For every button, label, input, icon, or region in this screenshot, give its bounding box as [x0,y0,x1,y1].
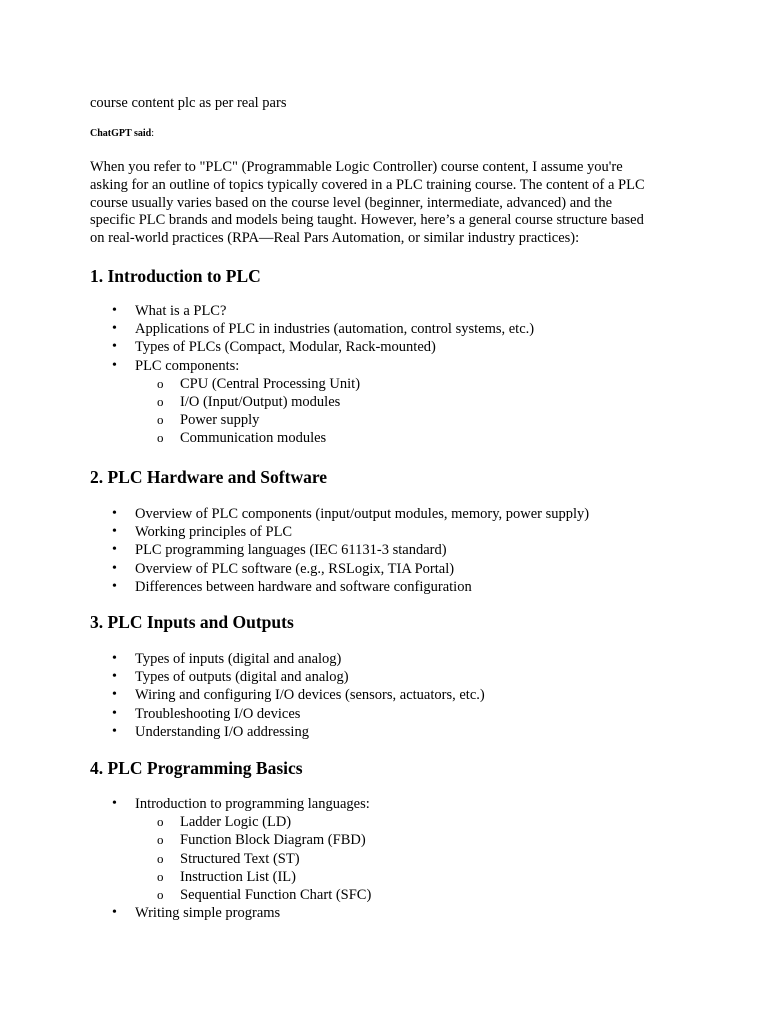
list-item-text: Troubleshooting I/O devices [135,705,301,722]
sub-bullet-marker: o [157,814,164,830]
user-prompt: course content plc as per real pars [90,95,287,111]
intro-line: asking for an outline of topics typically covered in a PLC training course. The content of a PLC [90,176,645,193]
list-item-text: Understanding I/O addressing [135,723,309,740]
intro-paragraph [90,159,680,248]
bullet-marker: • [112,578,117,594]
list-item-text: Communication modules [180,430,327,447]
intro-line: When you refer to "PLC" (Programmable Logic Controller) course content, I assume you're [90,159,623,175]
bullet-marker: • [112,705,117,721]
bullet-marker: • [112,339,117,355]
list-item-text: What is a PLC? [135,303,227,319]
sub-bullet-marker: o [157,375,164,391]
bullet-marker: • [112,669,117,685]
list-item-text: Applications of PLC in industries (automation, control systems, etc.) [135,321,535,338]
list-item-text: Writing simple programs [135,905,281,922]
sub-bullet-marker: o [157,850,164,866]
sub-bullet-marker: o [157,393,164,409]
list-item-text: Overview of PLC components (input/output modules, memory, power supply) [135,506,590,522]
list-item-text: Introduction to programming languages: [135,796,370,812]
section-heading-3: 3. PLC Inputs and Outputs [90,612,294,632]
intro-line: course usually varies based on the course level (beginner, intermediate, advanced) and the [90,194,613,211]
intro-line: specific PLC brands and models being taught. However, here’s a general course structure based [90,212,644,229]
list-item-text: Working principles of PLC [135,524,293,541]
bullet-marker: • [112,524,117,540]
assistant-label [90,127,154,140]
bullet-marker: • [112,796,117,811]
list-item-text: Instruction List (IL) [180,868,296,885]
list-item-text: Sequential Function Chart (SFC) [180,886,372,903]
assistant-label-colon: : [151,128,155,139]
list-item-text: CPU (Central Processing Unit) [180,375,361,392]
bullet-marker: • [112,905,117,921]
list-item-text: PLC programming languages (IEC 61131-3 standard) [135,542,447,559]
bullet-marker: • [112,357,117,373]
bullet-marker: • [112,560,117,576]
list-item-text: Differences between hardware and software configuration [135,578,472,595]
sub-bullet-marker: o [157,412,164,428]
bullet-marker: • [112,303,117,318]
sub-bullet-marker: o [157,430,164,446]
list-item-text: I/O (Input/Output) modules [180,393,341,410]
intro-line: on real-world practices (RPA—Real Pars Automation, or similar industry practices): [90,230,580,247]
bullet-marker: • [112,651,117,666]
section-heading-1: 1. Introduction to PLC [90,266,261,286]
bullet-marker: • [112,723,117,739]
list-item-text: Types of outputs (digital and analog) [135,669,349,686]
list-item-text: Overview of PLC software (e.g., RSLogix, TIA Portal) [135,560,455,577]
bullet-marker: • [112,321,117,337]
list-item-text: Types of inputs (digital and analog) [135,651,342,667]
bullet-marker: • [112,506,117,521]
list-item-text: Wiring and configuring I/O devices (sensors, actuators, etc.) [135,687,485,704]
sub-bullet-marker: o [157,832,164,848]
list-item-text: Power supply [180,412,260,429]
bullet-marker: • [112,687,117,703]
sub-bullet-marker: o [157,868,164,884]
list-item-text: PLC components: [135,357,240,374]
bullet-marker: • [112,542,117,558]
list-item-text: Ladder Logic (LD) [180,814,292,831]
list-item-text: Structured Text (ST) [180,850,300,867]
list-item-text: Function Block Diagram (FBD) [180,832,366,849]
sub-bullet-marker: o [157,886,164,902]
section-heading-2: 2. PLC Hardware and Software [90,467,328,487]
list-item-text: Types of PLCs (Compact, Modular, Rack-mounted) [135,339,436,356]
assistant-name: ChatGPT said [90,128,152,139]
section-heading-4: 4. PLC Programming Basics [90,758,303,778]
